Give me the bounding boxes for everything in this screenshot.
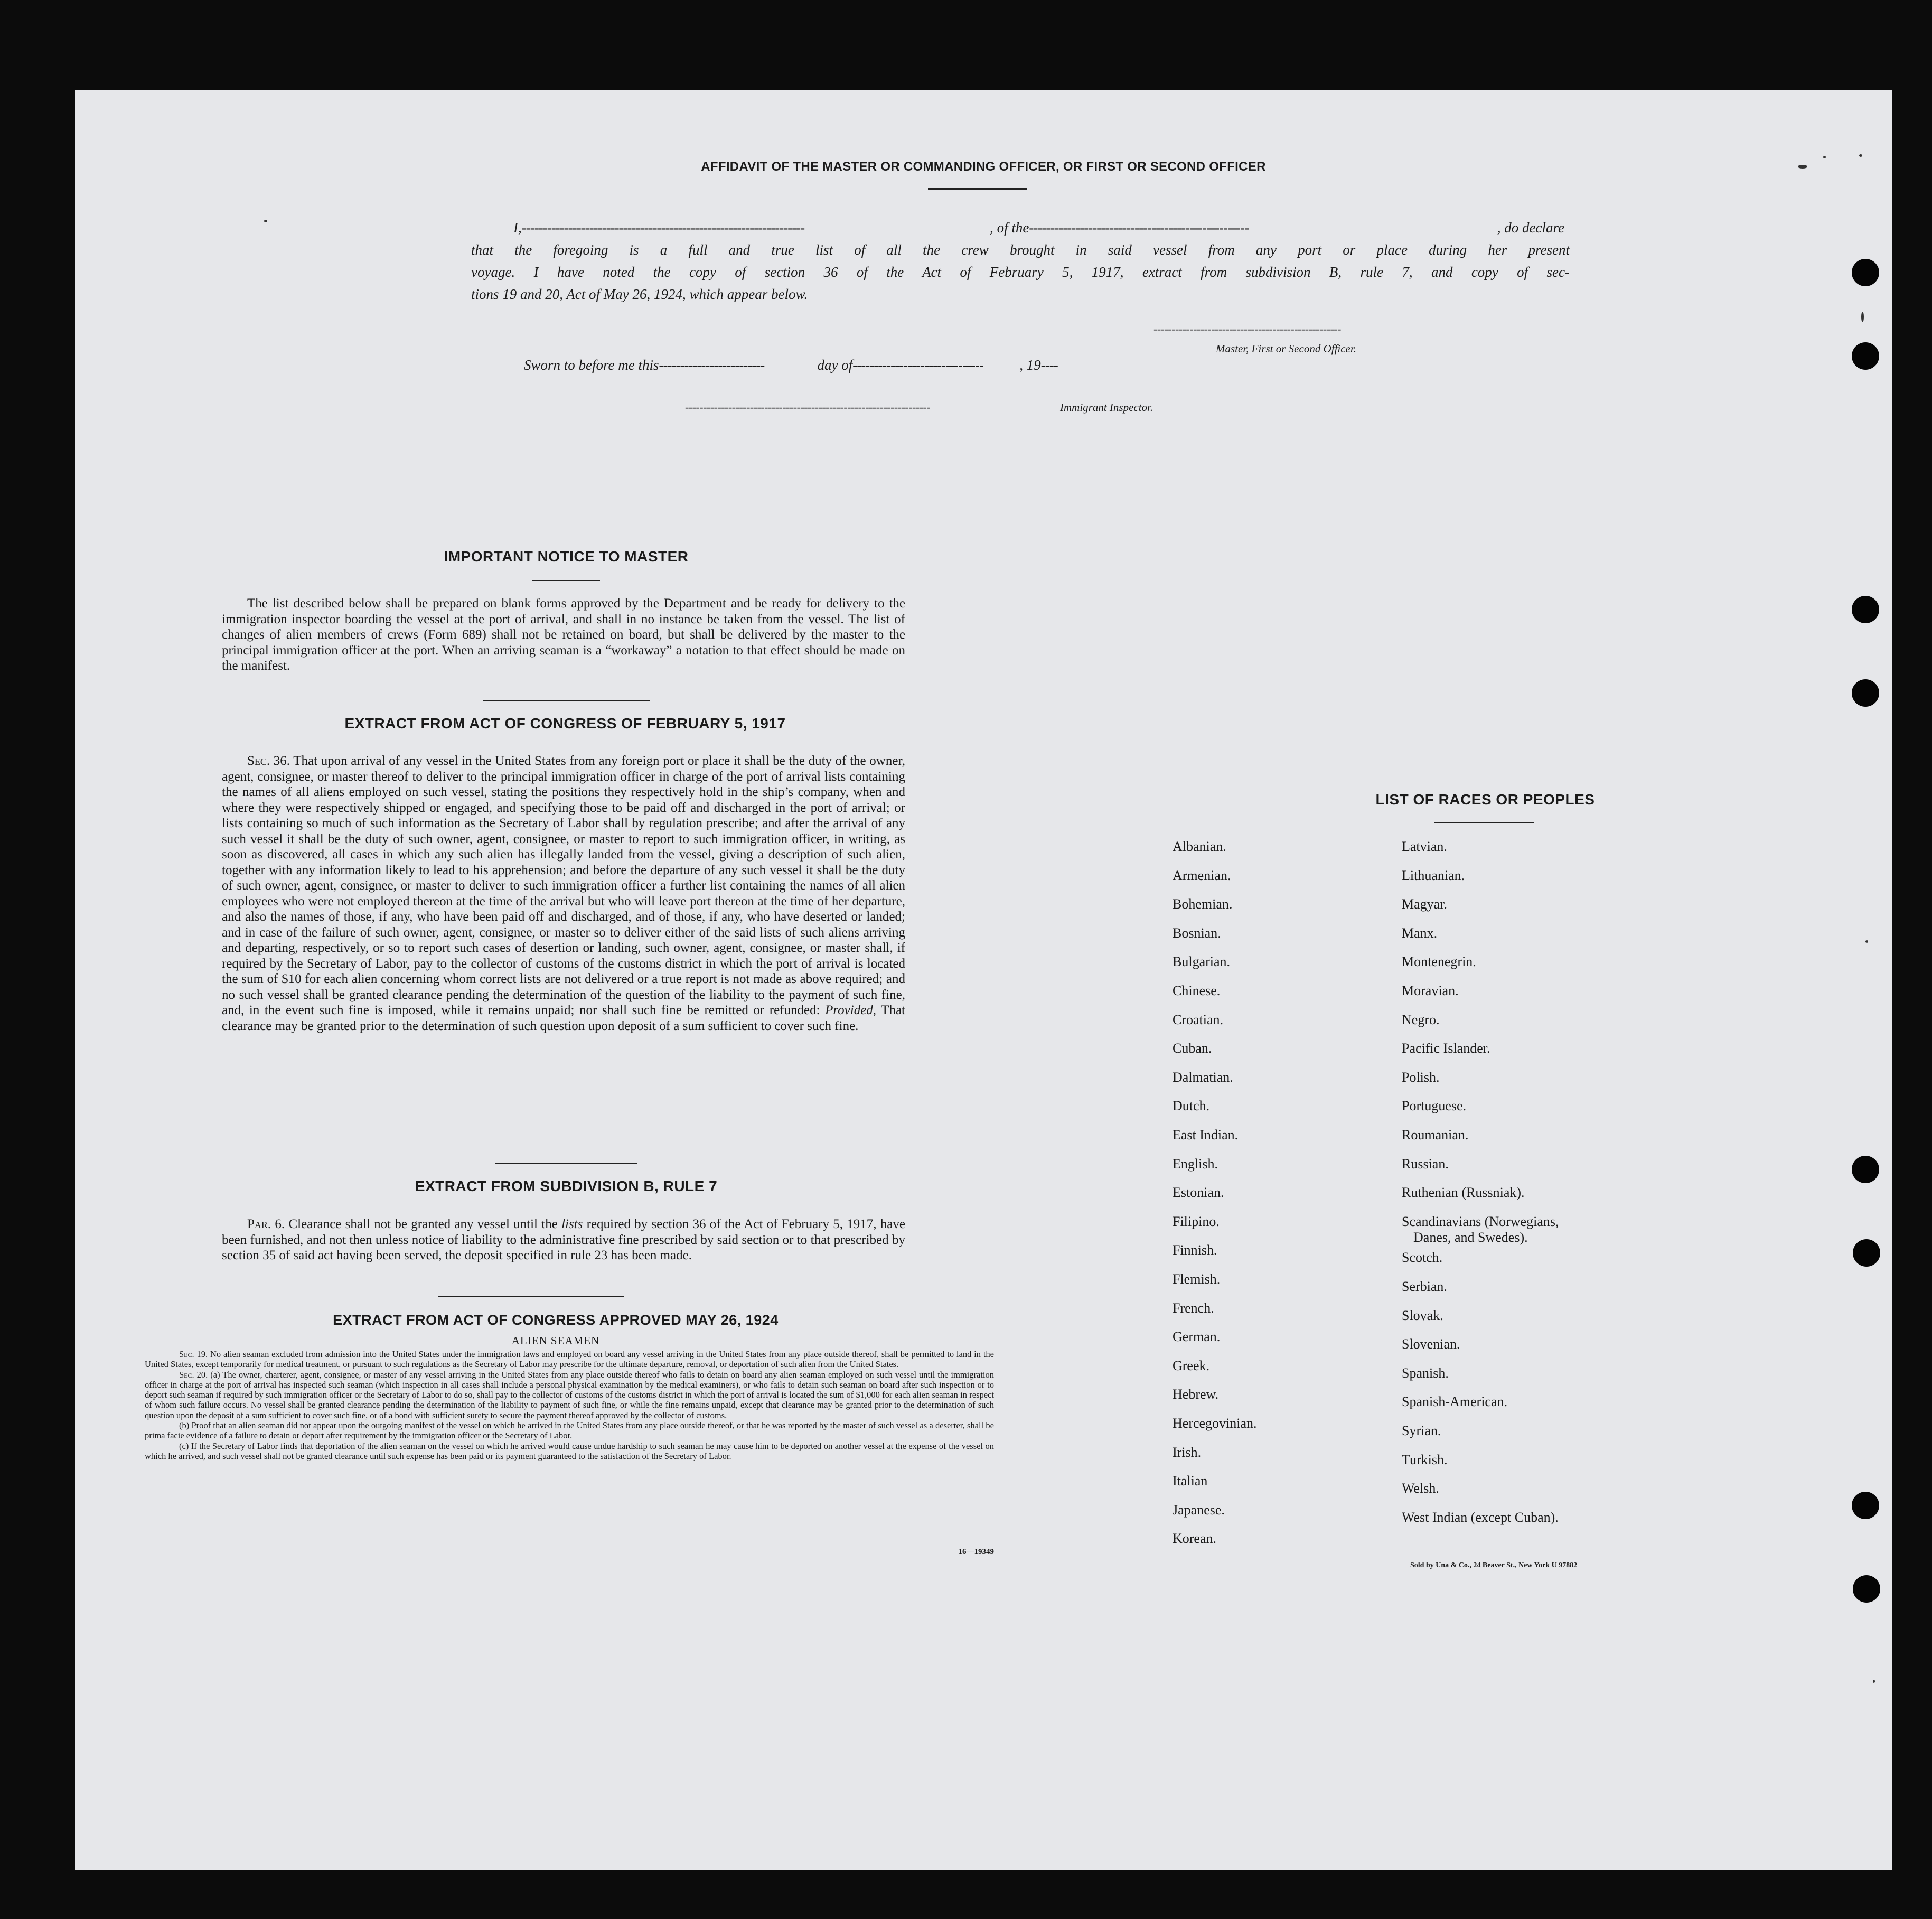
printer-footer: Sold by Una & Co., 24 Beaver St., New York U 97882 [1410,1561,1578,1569]
race-item: Roumanian. [1402,1127,1469,1143]
race-item: Hercegovinian. [1173,1416,1257,1431]
month-blank[interactable]: ------------------------------- [852,357,983,373]
document-page [75,90,1892,1870]
year-blank[interactable]: ---- [1040,357,1058,373]
races-title: LIST OF RACES OR PEOPLES [1375,791,1595,808]
race-item: Armenian. [1173,867,1231,883]
speck [1873,1680,1875,1683]
race-item: Magyar. [1402,896,1447,912]
sec-36-text: That upon arrival of any vessel in the United States from any foreign port or place it shall be the duty of the owner, agent, consignee, or master thereof to deliver to the principal immigration officer in charge of the port of arrival lists containing the names of all aliens employed on such vessel, stating the positions they respectively hold in the ship’s company, when and where they were respectively shipped or engaged, and specifying those to be paid off and discharged in the port of arrival; or lists containing so much of such information as the Secretary of Labor shall by regulation prescribe; and after the arrival of any such vessel it shall be the duty of such owner, agent, consignee, or master to report to such immigration officer, in writing, as soon as discovered, all cases in which any such alien has illegally landed from the vessel, giving a description of such alien, together with any information likely to lead to his apprehension; and before the departure of any such vessel it shall be the duty of such owner, agent, consignee, or master to deliver to such immigration officer a further list containing the names of all alien employees who were not employed thereon at the time of the arrival but who will leave port thereon at the time of her departure, and also the names of those, if any, who have been paid off and discharged, and of those, if any, who have deserted or landed; and in case of the failure of such owner, agent, consignee, or master so to deliver either of the said lists of such aliens arriving and departing, respectively, or so to report such cases of desertion or landing, such owner, agent, consignee, or master shall, if required by the Secretary of Labor, pay to the collector of customs of the customs district in which the port of arrival is located the sum of $10 for each alien concerning whom correct lists are not delivered or a true report is not made as above required; and no such vessel shall be granted clearance pending the determination of the question of the liability to the payment of such fine, and, in the event such fine is imposed, while it remains unpaid; nor shall such fine be remitted or refunded: [222,754,906,1017]
speck [1859,154,1862,157]
sec-20c-paragraph: (c) If the Secretary of Labor finds that deportation of the alien seaman on the vessel on which he arrived would cause undue hardship to such seaman he may cause him to be deported on another vessel at the expense of the vessel on which he arrived, and such vessel shall not be granted clearance until such expense has been paid or its payment guaranteed to the satisfaction of the Secretary of Labor. [145,1440,994,1461]
notice-title-underline [532,580,600,581]
vessel-blank[interactable]: ---------------------------------------------------- [1029,220,1249,236]
provided-text: Provided, [825,1003,877,1017]
race-item: Lithuanian. [1402,867,1465,883]
title-underline [928,188,1027,190]
race-item: Chinese. [1173,983,1221,998]
race-item: Spanish. [1402,1365,1449,1381]
race-item: Moravian. [1402,983,1459,998]
race-item: Estonian. [1173,1185,1224,1201]
sec-36-label: Sec. 36. [247,754,290,768]
punch-hole [1852,259,1879,286]
inspector-caption: Immigrant Inspector. [1060,401,1153,414]
text-sworn: Sworn to before me this [524,357,659,373]
master-caption: Master, First or Second Officer. [1216,342,1356,355]
speck [264,220,267,222]
race-item: Japanese. [1173,1502,1225,1518]
race-item: Greek. [1173,1358,1210,1373]
subdivision-body [222,1216,905,1263]
name-blank[interactable]: ------------------------------------------------------------------- [521,220,805,236]
race-item: Turkish. [1402,1452,1448,1467]
race-item: Bulgarian. [1173,954,1231,970]
extract-1917-body [222,753,905,1034]
affidavit-line-2: that the foregoing is a full and true list of all the crew brought in said vessel from any port or place during her present [471,242,1570,258]
race-item: Slovenian. [1402,1336,1460,1352]
race-item: Portuguese. [1402,1098,1467,1114]
text-day-of: day of [817,357,853,373]
affidavit-line-4: tions 19 and 20, Act of May 26, 1924, which appear below. [471,286,808,302]
master-signature-line[interactable]: ---------------------------------------------------- [1153,322,1341,335]
race-item: Montenegrin. [1402,954,1476,970]
text-year-prefix: , 19 [1019,357,1041,373]
race-item: Dalmatian. [1173,1069,1233,1085]
affidavit-line-1 [513,220,1564,236]
race-item: Korean. [1173,1531,1217,1547]
punch-hole [1852,596,1879,623]
act-1924-title: EXTRACT FROM ACT OF CONGRESS APPROVED MAY 26, 1924 [333,1312,779,1328]
sec-36-tail: That clearance may be granted prior to the determination of such question upon deposit of a sum sufficient to cover such fine. [222,1003,905,1033]
inspector-signature-line [685,400,1153,414]
race-item: Polish. [1402,1069,1440,1085]
text-do-declare: , do declare [1497,220,1564,236]
par-6-text-b: required by section 36 of the Act of February 5, 1917, have been furnished, and not then unless notice of liability to the administrative fine prescribed by said section or to that prescribed by section 35 of said act having been served, the deposit specified in rule 23 has been made. [222,1217,905,1262]
sec-20-label: Sec. 20. [179,1369,208,1380]
race-item: Manx. [1402,925,1438,941]
race-item: French. [1173,1300,1214,1316]
race-item: Italian [1173,1473,1208,1489]
race-item: Spanish-American. [1402,1394,1508,1410]
race-item: Ruthenian (Russniak). [1402,1185,1525,1201]
notice-body: The list described below shall be prepared on blank forms approved by the Department and be ready for delivery to the immigration inspector boarding the vessel at the port of arrival, and shall in no instance be taken from the vessel. The list of changes of alien members of crews (Form 689) shall not be retained on board, but shall be delivered by the master to the principal immigration officer at the port. When an arriving seaman is a “workaway” a notation to that effect should be made on the manifest. [222,596,905,673]
race-item: Flemish. [1173,1271,1221,1287]
race-item: East Indian. [1173,1127,1239,1143]
speck [1798,165,1807,169]
punch-hole [1852,1492,1879,1519]
subdivision-title: EXTRACT FROM SUBDIVISION B, RULE 7 [415,1178,718,1194]
sec-20b-paragraph: (b) Proof that an alien seaman did not appear upon the outgoing manifest of the vessel on which he arrived in the United States from any place outside thereof, or that he was reported by the master of such vessel as a deserter, shall be prima facie evidence of a failure to detain or deport after requirement by the immigration officer or the Secretary of Labor. [145,1420,994,1441]
sworn-line [524,357,1263,373]
race-item: Cuban. [1173,1041,1212,1056]
affidavit-line-3: voyage. I have noted the copy of section 36 of the Act of February 5, 1917, extract from subdivision B, rule 7, and copy of sec- [471,264,1570,280]
section-divider [438,1296,624,1297]
act-1924-body [145,1349,994,1461]
race-item: Negro. [1402,1012,1440,1027]
race-item: Scotch. [1402,1250,1443,1266]
race-item: Albanian. [1173,839,1226,854]
race-item: West Indian (except Cuban). [1402,1509,1559,1525]
race-item: German. [1173,1329,1221,1345]
race-item: Russian. [1402,1156,1449,1172]
sec-20a-text: (a) The owner, charterer, agent, consignee, or master of any vessel arriving in the United States from any place outside thereof who fails to detain on board any alien seaman employed on such vessel until the immigration officer in charge at the port of arrival has inspected such seaman (which inspection in all cases shall include a personal physical examination by the medical examiners), or who fails to detain such seaman on board after such inspection or to deport such seaman if required by such immigration officer or the Secretary of Labor to do so, shall pay to the collector of customs of the customs district in which the port of arrival is located the sum of $1,000 for each alien seaman in respect of whom such failure occurs. No vessel shall be granted clearance pending the determination of the liability to payment of such fine, or while the fine remains unpaid, except that clearance may be granted prior to the determination of such question upon the deposit of a sum sufficient to cover such fine, or of a bond with sufficient surety to secure the payment thereof approved by the collector of customs. [145,1369,995,1420]
race-item: Slovak. [1402,1307,1443,1323]
sec-20a-paragraph [145,1370,994,1420]
text-of-the: , of the [990,220,1029,236]
race-item: Finnish. [1173,1242,1217,1258]
race-item: Welsh. [1402,1481,1439,1496]
punch-hole [1853,1239,1880,1267]
sec-19-text: No alien seaman excluded from admission into the United States under the immigration laws and employed on board any vessel arriving in the United States from any place outside thereof, shall be permitted to land in the United States, except temporarily for medical treatment, or pursuant to such regulations as the Secretary of Labor may prescribe for the ultimate departure, removal, or deportation of such alien from the United States. [145,1349,995,1370]
day-blank[interactable]: ------------------------- [659,357,765,373]
speck [1865,940,1868,943]
sec-19-label: Sec. 19. [179,1349,208,1359]
race-item: Dutch. [1173,1098,1210,1114]
race-item: Latvian. [1402,839,1447,854]
race-item: Danes, and Swedes). [1413,1229,1528,1245]
race-item: Irish. [1173,1444,1202,1460]
notice-title: IMPORTANT NOTICE TO MASTER [444,548,689,565]
alien-seamen-subtitle: ALIEN SEAMEN [511,1334,600,1347]
race-item: Croatian. [1173,1012,1224,1027]
punch-hole [1852,342,1879,370]
affidavit-title: AFFIDAVIT OF THE MASTER OR COMMANDING OFFICER, OR FIRST OR SECOND OFFICER [701,160,1266,174]
form-number: 16—19349 [958,1548,994,1556]
punch-hole [1853,1575,1880,1603]
race-item: Pacific Islander. [1402,1041,1490,1056]
punch-hole [1852,679,1879,707]
section-divider [483,700,650,701]
race-item: Bohemian. [1173,896,1233,912]
inspector-blank[interactable]: -------------------------------------------------------------------- [685,400,931,414]
par-6-text-a: Clearance shall not be granted any vessel until the [288,1217,558,1231]
speck [1823,156,1826,158]
race-item: English. [1173,1156,1218,1172]
race-item: Syrian. [1402,1423,1441,1438]
race-item: Filipino. [1173,1213,1220,1229]
race-item: Scandinavians (Norwegians, [1402,1213,1559,1229]
sec-19-paragraph [145,1349,994,1370]
text-i: I, [513,220,522,236]
punch-hole [1852,1156,1879,1183]
race-item: Bosnian. [1173,925,1221,941]
extract-1917-title: EXTRACT FROM ACT OF CONGRESS OF FEBRUARY 5, 1917 [344,715,786,732]
lists-word: lists [561,1217,583,1231]
section-divider [495,1163,637,1164]
speck [1861,312,1864,322]
race-item: Hebrew. [1173,1387,1219,1402]
races-title-underline [1434,822,1534,823]
par-6-label: Par. 6. [247,1217,285,1231]
race-item: Serbian. [1402,1279,1447,1294]
